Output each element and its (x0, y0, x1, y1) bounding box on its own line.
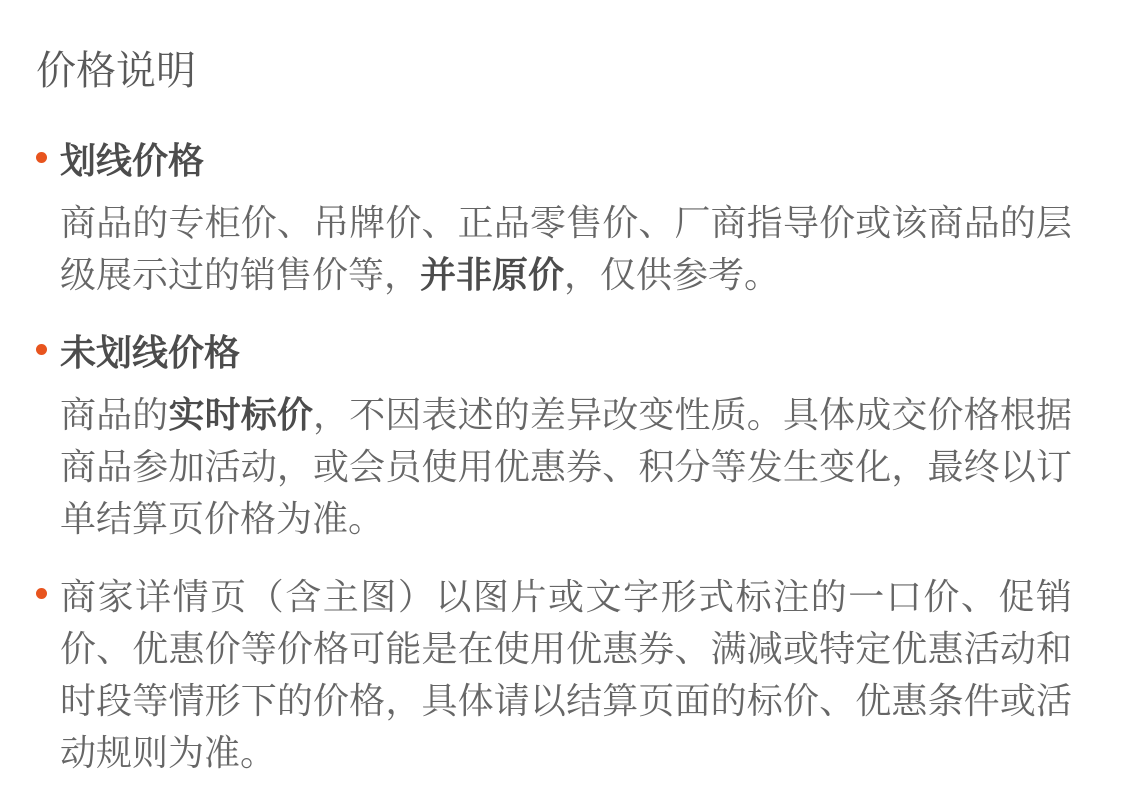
list-item-crossed-price (36, 136, 1072, 302)
bullet-dot-icon (36, 152, 47, 163)
list-item-merchant-detail-page (36, 572, 1072, 780)
body-text-bold: 实时标价 (168, 395, 314, 436)
page-title: 价格说明 (36, 48, 196, 94)
section-heading: 未划线价格 (60, 333, 241, 374)
section-body (60, 390, 1072, 546)
section-body (60, 198, 1072, 302)
section-body (60, 572, 1072, 780)
body-text: ，不因表述的差异改变性质。具体成交价格根据商品参加活动，或会员使用优惠券、积分等发生变化，最终以订单结算页价格为准。 (60, 395, 1072, 540)
list-item-uncrossed-price (36, 328, 1072, 546)
body-text: 商品的专柜价、吊牌价、正品零售价、厂商指导价或该商品的层级展示过的销售价等， (60, 203, 1072, 296)
section-heading: 划线价格 (60, 141, 205, 182)
body-text: 商品的 (60, 395, 169, 436)
body-text: 商家详情页（含主图）以图片或文字形式标注的一口价、促销价、优惠价等价格可能是在使用优惠券、满减或特定优惠活动和时段等情形下的价格，具体请以结算页面的标价、优惠条件或活动规则为准。 (60, 577, 1072, 774)
body-text: ，仅供参考。 (564, 255, 781, 296)
body-text-bold: 并非原价 (420, 255, 565, 296)
bullet-dot-icon (36, 344, 47, 355)
bullet-dot-icon (36, 588, 47, 599)
